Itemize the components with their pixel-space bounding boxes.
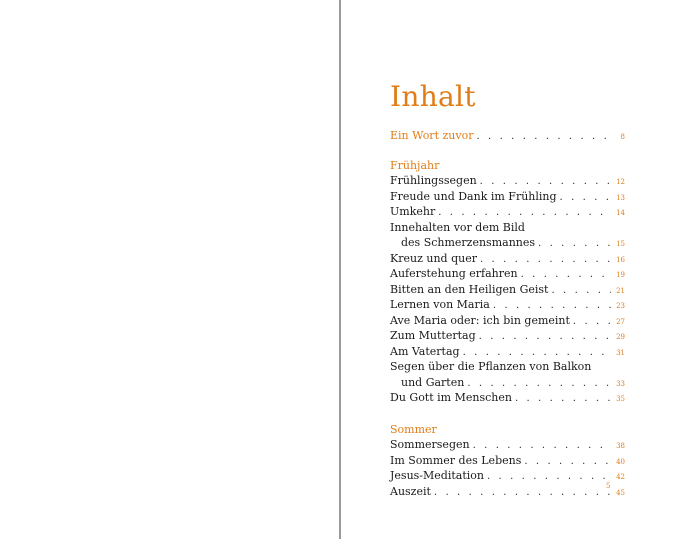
toc-page-number: 14	[616, 209, 625, 217]
toc-page-number: 38	[616, 442, 625, 450]
toc-section-fruehjahr	[390, 173, 625, 406]
toc-entry-label: Segen über die Pflanzen von Balkon	[390, 360, 592, 373]
toc-entry-label: Sommersegen	[390, 438, 470, 451]
toc-entry[interactable]	[390, 359, 625, 375]
dot-leader	[487, 469, 611, 485]
dot-leader	[467, 376, 611, 392]
toc-page-number: 45	[616, 488, 625, 497]
toc-entry[interactable]	[390, 453, 625, 469]
toc-page-number: 40	[616, 457, 625, 466]
toc-entry[interactable]	[390, 390, 625, 406]
dot-leader	[480, 174, 611, 190]
toc-entry[interactable]	[390, 437, 625, 453]
toc-entry[interactable]	[390, 313, 625, 329]
toc-entry-intro[interactable]	[390, 128, 625, 144]
toc-entry[interactable]	[390, 484, 625, 500]
toc-entry-label: Zum Muttertag	[390, 329, 476, 342]
toc-entry[interactable]	[390, 189, 625, 205]
toc-entry-label: Lernen von Maria	[390, 298, 490, 311]
toc-entry[interactable]	[390, 328, 625, 344]
toc-page-number: 12	[616, 178, 625, 186]
dot-leader	[521, 267, 611, 283]
toc-entry[interactable]	[390, 220, 625, 236]
toc-entry-label: Kreuz und quer	[390, 251, 477, 265]
toc-entry-label: Auferstehung erfahren	[390, 267, 518, 280]
section-heading: Frühjahr	[390, 158, 440, 172]
toc-entry[interactable]	[390, 251, 625, 267]
toc-section-sommer	[390, 437, 625, 499]
dot-leader	[434, 485, 611, 501]
dot-leader	[480, 252, 611, 268]
toc-page-number: 33	[616, 379, 625, 388]
toc-entry-label: Ave Maria oder: ich bin gemeint	[390, 313, 570, 327]
dot-leader	[538, 236, 611, 252]
dot-leader	[493, 298, 611, 314]
toc-entry-label: Am Vatertag	[390, 344, 460, 358]
toc-page-number: 19	[616, 271, 625, 279]
toc-entry-label: Innehalten vor dem Bild	[390, 220, 525, 234]
toc-page-number: 13	[616, 193, 625, 202]
toc-entry[interactable]	[390, 344, 625, 360]
toc-entry-label: Freude und Dank im Frühling	[390, 189, 557, 203]
toc-entry-label: Auszeit	[390, 484, 431, 498]
toc-page-number: 8	[620, 133, 625, 141]
toc-entry-label: Bitten an den Heiligen Geist	[390, 282, 549, 296]
toc-entry-continuation[interactable]	[390, 375, 625, 391]
toc-entry[interactable]	[390, 204, 625, 220]
toc-entry-label: Im Sommer des Lebens	[390, 453, 522, 467]
toc-page-number: 31	[616, 348, 625, 357]
page-number: 5	[606, 482, 611, 490]
toc-entry-label: Du Gott im Menschen	[390, 391, 512, 404]
toc-page-number: 16	[616, 255, 625, 264]
dot-leader	[438, 205, 611, 221]
right-page	[341, 0, 680, 539]
toc-page-number: 35	[616, 395, 625, 403]
toc-entry[interactable]	[390, 468, 625, 484]
toc-entry-continuation[interactable]	[390, 235, 625, 251]
dot-leader	[479, 329, 611, 345]
toc-entry[interactable]	[390, 173, 625, 189]
toc-entry[interactable]	[390, 266, 625, 282]
toc-page-number: 27	[616, 317, 625, 326]
dot-leader	[515, 391, 611, 407]
dot-leader	[476, 129, 611, 145]
toc-page-number: 15	[616, 240, 625, 248]
toc-entry-label: Umkehr	[390, 205, 436, 218]
section-heading: Sommer	[390, 422, 437, 436]
toc-entry-label-cont: und Garten	[401, 375, 465, 389]
dot-leader	[524, 454, 611, 470]
dot-leader	[573, 314, 611, 330]
toc-page-number: 29	[616, 333, 625, 341]
toc-entry[interactable]	[390, 297, 625, 313]
toc-page-number: 42	[616, 473, 625, 481]
dot-leader	[560, 190, 611, 206]
dot-leader	[473, 438, 611, 454]
toc-page-number: 21	[616, 286, 625, 295]
toc-entry-label: Frühlingssegen	[390, 174, 477, 187]
toc-entry-label: Jesus-Meditation	[390, 469, 484, 482]
page-title: Inhalt	[390, 80, 476, 113]
toc-entry[interactable]	[390, 282, 625, 298]
table-of-contents	[390, 128, 625, 499]
toc-entry-label-cont: des Schmerzensmannes	[401, 236, 536, 249]
dot-leader	[551, 283, 611, 299]
dot-leader	[463, 345, 611, 361]
toc-entry-label: Ein Wort zuvor	[390, 129, 474, 142]
toc-page-number: 23	[616, 302, 625, 310]
left-page	[0, 0, 339, 539]
